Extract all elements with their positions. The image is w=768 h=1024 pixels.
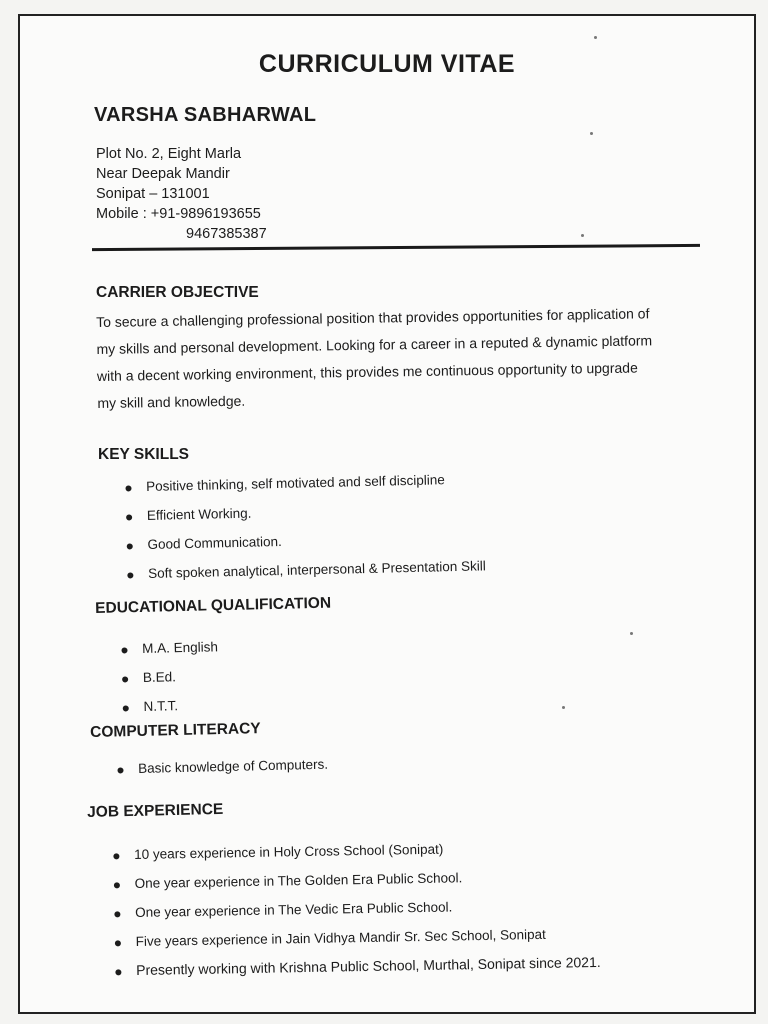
bullet-icon: ● <box>120 670 130 687</box>
list-item: ● B.Ed. <box>120 669 177 687</box>
list-item: ● Positive thinking, self motivated and self discipline <box>124 472 445 496</box>
list-item: ● Efficient Working. <box>124 505 252 525</box>
bullet-icon: ● <box>116 761 125 778</box>
computer-list <box>116 756 329 789</box>
bullet-icon: ● <box>126 566 135 583</box>
scan-speck <box>630 632 633 635</box>
scan-speck <box>581 234 584 237</box>
document-title: CURRICULUM VITAE <box>258 50 516 78</box>
objective-line: my skills and personal development. Looking for a career in a reputed & dynamic platform <box>96 332 653 357</box>
experience-list <box>112 838 601 991</box>
objective-paragraph <box>96 305 653 411</box>
address-line: Plot No. 2, Eight Marla <box>96 146 242 162</box>
list-item: ● One year experience in The Vedic Era Public School. <box>113 899 453 922</box>
list-item: ● Good Communication. <box>125 533 282 554</box>
list-item: ● Five years experience in Jain Vidhya Mandir Sr. Sec School, Sonipat <box>113 926 546 951</box>
bullet-icon: ● <box>124 479 133 496</box>
address-line: Sonipat – 131001 <box>96 186 210 202</box>
objective-line: my skill and knowledge. <box>97 392 246 411</box>
list-item: ● N.T.T. <box>121 698 179 716</box>
cv-page <box>18 14 756 1014</box>
education-list <box>120 638 220 727</box>
bullet-icon: ● <box>112 847 121 864</box>
list-item: ● M.A. English <box>120 639 219 658</box>
bullet-icon: ● <box>125 537 135 554</box>
objective-line: with a decent working environment, this provides me continuous opportunity to upgrade <box>96 359 638 384</box>
bullet-icon: ● <box>112 876 122 893</box>
skills-heading: KEY SKILLS <box>98 446 190 463</box>
bullet-icon: ● <box>114 963 123 980</box>
list-item: ● Basic knowledge of Computers. <box>116 756 329 778</box>
bullet-icon: ● <box>113 934 123 951</box>
scan-speck <box>590 132 593 135</box>
scan-speck <box>562 706 565 709</box>
address-line: Near Deepak Mandir <box>96 166 230 182</box>
scan-speck <box>594 36 597 39</box>
list-item: ● 10 years experience in Holy Cross School (Sonipat) <box>112 841 444 864</box>
bullet-icon: ● <box>121 699 131 716</box>
list-item: ● Presently working with Krishna Public School, Murthal, Sonipat since 2021. <box>114 953 601 980</box>
experience-heading: JOB EXPERIENCE <box>87 800 224 821</box>
list-item: ● One year experience in The Golden Era Public School. <box>112 870 463 893</box>
mobile-number: Mobile : +91-9896193655 <box>96 206 261 222</box>
bullet-icon: ● <box>113 905 122 922</box>
list-item: ● Soft spoken analytical, interpersonal & Presentation Skill <box>126 558 486 583</box>
objective-heading: CARRIER OBJECTIVE <box>96 284 259 301</box>
bullet-icon: ● <box>120 641 129 658</box>
skills-list <box>124 470 486 594</box>
objective-line: To secure a challenging professional position that provides opportunities for application of <box>96 305 650 330</box>
mobile-number-alt: 9467385387 <box>186 226 267 242</box>
education-heading: EDUCATIONAL QUALIFICATION <box>95 594 332 617</box>
bullet-icon: ● <box>124 508 134 525</box>
candidate-name: VARSHA SABHARWAL <box>94 104 317 126</box>
computer-heading: COMPUTER LITERACY <box>90 720 261 741</box>
header-divider <box>92 244 700 251</box>
